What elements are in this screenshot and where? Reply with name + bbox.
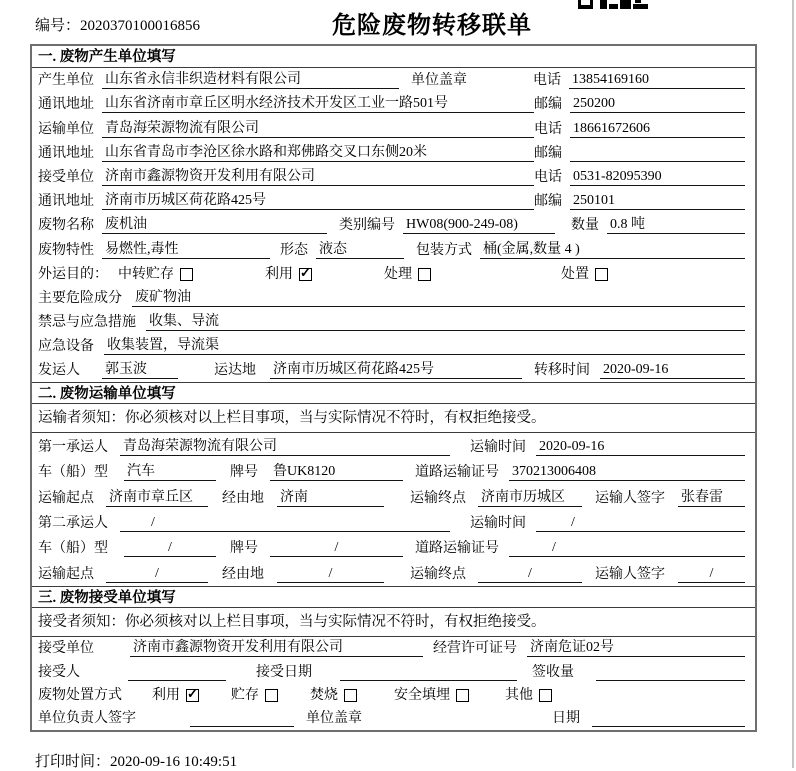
purpose-treat-label: 处理 — [384, 266, 412, 282]
first-endpoint-value: 济南市历城区 — [478, 486, 582, 507]
page-edge-line — [792, 0, 794, 768]
phone-label: 电话 — [533, 73, 561, 89]
waste-name-value: 废机油 — [102, 213, 327, 234]
receiver-notice: 接受者须知：你必须核对以上栏目事项，当与实际情况不符时，有权拒绝接受。 — [32, 608, 755, 637]
producer-address-value: 山东省济南市章丘区明水经济技术开发区工业一路501号 — [102, 92, 534, 113]
first-carrier-signature-value: 张春雷 — [678, 486, 745, 507]
origin-label: 运输起点 — [38, 490, 94, 506]
receiving-date-value — [340, 665, 517, 681]
second-transport-time-value: / — [536, 515, 745, 532]
producer-unit-value: 山东省永信非织造材料有限公司 — [102, 68, 399, 89]
row-responsible-signature — [32, 707, 755, 730]
row-receiver-address — [32, 189, 755, 213]
receiver-zip-field — [534, 190, 745, 210]
taboo-measures-value: 收集、导流 — [146, 310, 745, 331]
via-label: 经由地 — [222, 490, 264, 506]
destination-value: 济南市历城区荷花路425号 — [270, 358, 522, 379]
waste-traits-value: 易燃性,毒性 — [102, 238, 270, 259]
vehicle-type-label: 车（船）型 — [38, 541, 108, 557]
phone-label: 电话 — [534, 121, 562, 137]
first-origin-value: 济南市章丘区 — [106, 486, 208, 507]
seal-date-label: 日期 — [552, 711, 580, 727]
road-license-label: 道路运输证号 — [415, 541, 499, 557]
shipper-value: 郭玉波 — [102, 358, 178, 379]
purpose-transfer-checkbox — [180, 268, 193, 281]
row-first-route — [32, 484, 755, 509]
receiving-person-label: 接受人 — [38, 664, 80, 680]
qr-code-remnant — [578, 0, 648, 9]
second-carrier-value: / — [120, 515, 450, 532]
business-permit-label: 经营许可证号 — [433, 641, 517, 657]
physical-form-label: 形态 — [280, 242, 308, 258]
manifest-form — [30, 44, 757, 732]
purpose-use-label: 利用 — [265, 266, 293, 282]
endpoint-label: 运输终点 — [410, 566, 466, 582]
plate-number-label: 牌号 — [230, 541, 258, 557]
disposal-method-label: 废物处置方式 — [38, 687, 122, 703]
producer-unit-label: 产生单位 — [38, 73, 94, 89]
serial-value: 2020370100016856 — [80, 18, 201, 34]
section-transporter — [32, 382, 755, 585]
purpose-use-checkbox — [299, 268, 312, 281]
row-receiver-unit — [32, 165, 755, 189]
second-carrier-signature-value: / — [678, 566, 745, 583]
page-title: 危险废物转移联单 — [332, 13, 532, 39]
responsible-signature-value — [190, 711, 294, 727]
receiver-zip-value: 250101 — [570, 193, 745, 210]
purpose-transfer-label: 中转贮存 — [118, 266, 174, 282]
row-shipper — [32, 358, 755, 382]
second-via-value: / — [277, 566, 384, 583]
first-road-license-value: 370213006408 — [509, 464, 745, 481]
road-license-label: 道路运输证号 — [415, 465, 499, 481]
receiving-unit-value: 济南市鑫源物资开发利用有限公司 — [130, 636, 423, 657]
row-receiving-unit — [32, 637, 755, 660]
row-receiving-person — [32, 660, 755, 683]
via-label: 经由地 — [222, 566, 264, 582]
transport-purpose-label: 外运目的： — [38, 266, 108, 282]
transport-time-label: 运输时间 — [470, 439, 526, 455]
category-code-value: HW08(900-249-08) — [403, 217, 555, 234]
zip-label: 邮编 — [534, 194, 562, 210]
first-transport-time-value: 2020-09-16 — [536, 439, 745, 456]
waste-traits-label: 废物特性 — [38, 242, 94, 258]
disposal-landfill-checkbox — [456, 689, 469, 702]
vehicle-type-label: 车（船）型 — [38, 465, 108, 481]
hazard-component-label: 主要危险成分 — [38, 290, 122, 306]
second-plate-number-value: / — [270, 540, 403, 557]
row-transporter-address — [32, 141, 755, 165]
packing-value: 桶(金属,数量 4 ) — [480, 238, 745, 259]
disposal-other-label: 其他 — [505, 687, 533, 703]
row-waste-traits — [32, 237, 755, 261]
transporter-unit-label: 运输单位 — [38, 121, 94, 137]
section-transporter-title: 二. 废物运输单位填写 — [32, 382, 755, 404]
transporter-zip-value — [570, 146, 745, 162]
business-permit-value: 济南危证02号 — [527, 636, 745, 657]
zip-label: 邮编 — [534, 97, 562, 113]
row-producer-unit — [32, 68, 755, 92]
section-receiver — [32, 586, 755, 731]
carrier-signature-label: 运输人签字 — [595, 490, 665, 506]
disposal-use-checkbox — [186, 689, 199, 702]
signed-amount-label: 签收量 — [532, 664, 574, 680]
phone-label: 电话 — [534, 169, 562, 185]
second-endpoint-value: / — [478, 566, 582, 583]
print-time-value: 2020-09-16 10:49:51 — [110, 754, 238, 770]
section-receiver-title: 三. 废物接受单位填写 — [32, 586, 755, 608]
unit-seal-label: 单位盖章 — [306, 711, 362, 727]
row-producer-address — [32, 92, 755, 116]
serial-number-line — [35, 14, 200, 35]
first-vehicle-type-value: 汽车 — [124, 460, 216, 481]
plate-number-label: 牌号 — [230, 465, 258, 481]
disposal-other-checkbox — [539, 689, 552, 702]
quantity-value: 0.8 吨 — [607, 213, 745, 234]
category-code-label: 类别编号 — [339, 218, 395, 234]
first-via-value: 济南 — [277, 486, 384, 507]
carrier-signature-label: 运输人签字 — [595, 566, 665, 582]
receiver-phone-value: 0531-82095390 — [570, 169, 745, 186]
receiving-person-value — [128, 665, 226, 681]
disposal-store-checkbox — [265, 689, 278, 702]
row-emergency-equipment — [32, 334, 755, 358]
producer-address-label: 通讯地址 — [38, 97, 94, 113]
responsible-signature-label: 单位负责人签字 — [38, 711, 136, 727]
disposal-burn-checkbox — [344, 689, 357, 702]
second-origin-value: / — [106, 566, 208, 583]
zip-label: 邮编 — [534, 145, 562, 161]
transport-time-label: 运输时间 — [470, 516, 526, 531]
second-road-license-value: / — [509, 540, 745, 557]
receiving-unit-label: 接受单位 — [38, 641, 94, 657]
receiving-date-label: 接受日期 — [256, 664, 312, 680]
transporter-phone-value: 18661672606 — [570, 121, 745, 138]
unit-seal-label: 单位盖章 — [411, 73, 467, 89]
section-producer — [32, 46, 755, 382]
disposal-burn-label: 焚烧 — [310, 687, 338, 703]
row-transporter-unit — [32, 116, 755, 140]
disposal-store-label: 贮存 — [231, 687, 259, 703]
receiver-unit-value: 济南市鑫源物资开发利用有限公司 — [102, 165, 534, 186]
transporter-zip-field — [534, 142, 745, 162]
producer-zip-field — [534, 93, 745, 113]
row-first-vehicle — [32, 459, 755, 484]
origin-label: 运输起点 — [38, 566, 94, 582]
emergency-equipment-value: 收集装置，导流渠 — [104, 334, 745, 355]
row-second-vehicle — [32, 535, 755, 560]
receiver-unit-label: 接受单位 — [38, 169, 94, 185]
first-plate-number-value: 鲁UK8120 — [270, 460, 403, 481]
receiver-address-label: 通讯地址 — [38, 194, 94, 210]
row-first-carrier — [32, 433, 755, 458]
transporter-notice: 运输者须知：你必须核对以上栏目事项，当与实际情况不符时，有权拒绝接受。 — [32, 404, 755, 433]
serial-label: 编号： — [35, 18, 81, 34]
signed-amount-value — [596, 665, 745, 681]
row-transport-purpose — [32, 262, 755, 286]
print-time-label: 打印时间： — [35, 754, 111, 770]
producer-phone-value: 13854169160 — [569, 72, 745, 89]
row-waste-name — [32, 213, 755, 237]
shipper-label: 发运人 — [38, 363, 80, 379]
second-carrier-label: 第二承运人 — [38, 516, 108, 531]
disposal-landfill-label: 安全填埋 — [394, 687, 450, 703]
row-disposal-method — [32, 684, 755, 707]
transporter-phone-field — [534, 118, 745, 138]
receiver-address-value: 济南市历城区荷花路425号 — [102, 189, 534, 210]
producer-zip-value: 250200 — [570, 96, 745, 113]
taboo-measures-label: 禁忌与应急措施 — [38, 315, 136, 331]
transporter-address-value: 山东省青岛市李沧区徐水路和郑佛路交叉口东侧20米 — [102, 141, 534, 162]
destination-label: 运达地 — [214, 363, 256, 379]
seal-date-value — [592, 711, 745, 727]
row-hazard-component — [32, 286, 755, 310]
waste-name-label: 废物名称 — [38, 218, 94, 234]
purpose-treat-checkbox — [418, 268, 431, 281]
row-taboo-measures — [32, 310, 755, 334]
purpose-dispose-checkbox — [595, 268, 608, 281]
emergency-equipment-label: 应急设备 — [38, 339, 94, 355]
transporter-unit-value: 青岛海荣源物流有限公司 — [102, 117, 534, 138]
hazard-component-value: 废矿物油 — [132, 286, 745, 307]
transporter-address-label: 通讯地址 — [38, 145, 94, 161]
endpoint-label: 运输终点 — [410, 490, 466, 506]
transfer-time-label: 转移时间 — [534, 363, 590, 379]
first-carrier-label: 第一承运人 — [38, 439, 108, 455]
receiver-phone-field — [534, 166, 745, 186]
first-carrier-value: 青岛海荣源物流有限公司 — [120, 435, 450, 456]
disposal-use-label: 利用 — [152, 687, 180, 703]
packing-label: 包装方式 — [416, 242, 472, 258]
second-vehicle-type-value: / — [124, 540, 216, 557]
purpose-dispose-label: 处置 — [561, 266, 589, 282]
quantity-label: 数量 — [571, 218, 599, 234]
section-producer-title: 一. 废物产生单位填写 — [32, 46, 755, 68]
transfer-time-value: 2020-09-16 — [600, 362, 745, 379]
row-second-carrier — [32, 510, 755, 535]
physical-form-value: 液态 — [316, 238, 404, 259]
row-second-route — [32, 560, 755, 585]
producer-phone-field — [533, 69, 745, 89]
